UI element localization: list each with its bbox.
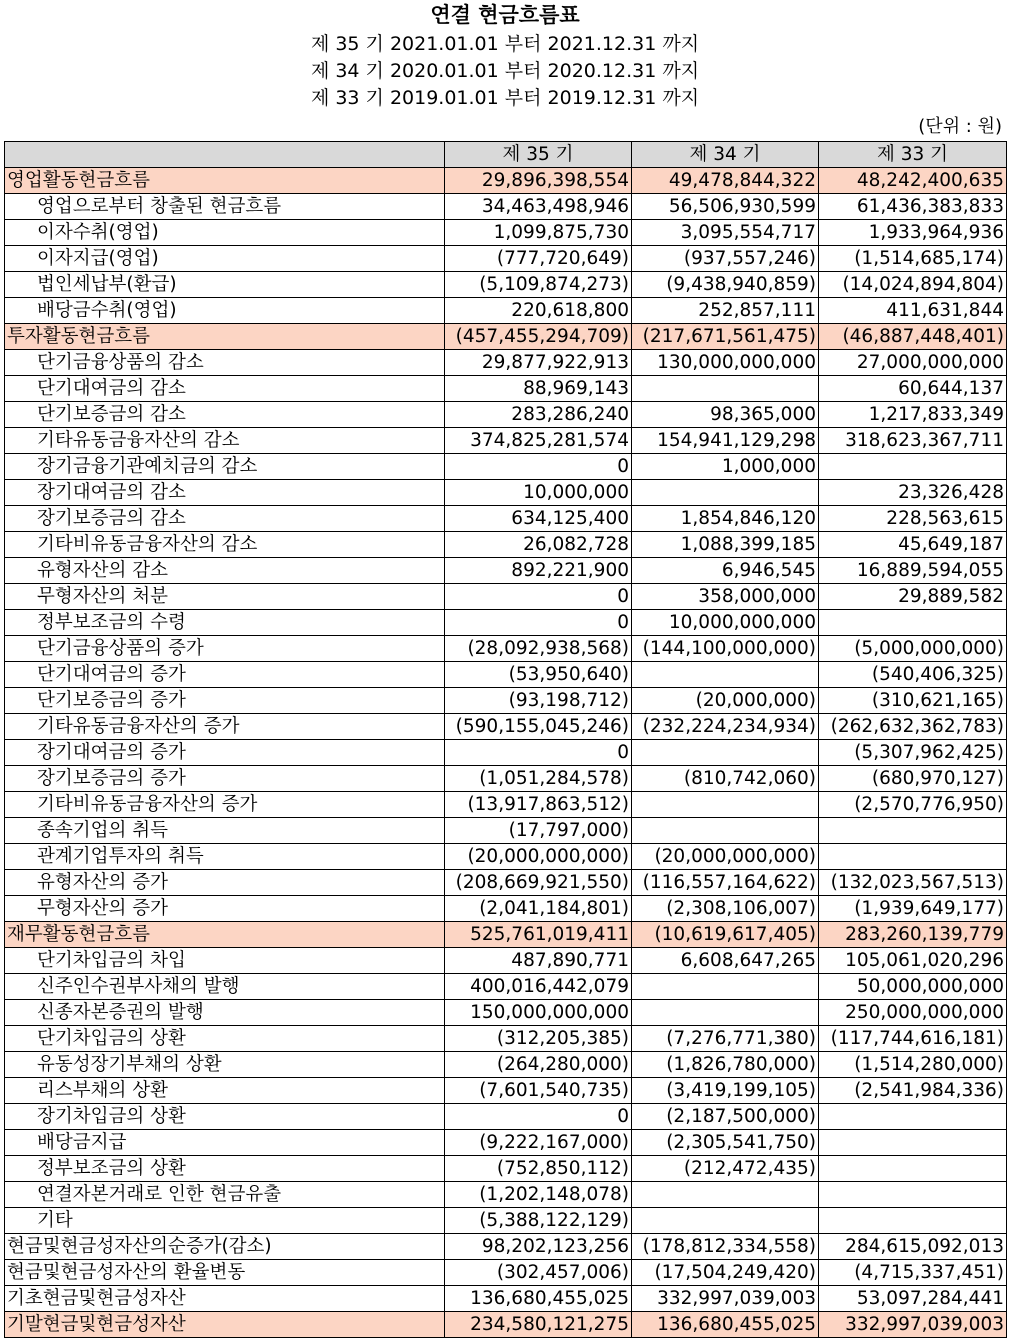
unit-label: (단위 : 원) [918, 116, 1002, 137]
value-period-33: 1,933,964,936 [819, 220, 1007, 246]
value-period-35: 0 [445, 610, 632, 636]
table-row [5, 1156, 1007, 1182]
value-period-33: (132,023,567,513) [819, 870, 1007, 896]
table-row [5, 454, 1007, 480]
row-label: 배당금수취(영업) [5, 298, 445, 324]
row-label: 기말현금및현금성자산 [5, 1312, 445, 1338]
row-label: 무형자산의 증가 [5, 896, 445, 922]
value-period-34: (1,826,780,000) [632, 1052, 819, 1078]
value-period-34: (2,187,500,000) [632, 1104, 819, 1130]
value-period-35: (20,000,000,000) [445, 844, 632, 870]
table-row [5, 1104, 1007, 1130]
table-row [5, 636, 1007, 662]
table-row [5, 272, 1007, 298]
value-period-35: (13,917,863,512) [445, 792, 632, 818]
row-label: 정부보조금의 상환 [5, 1156, 445, 1182]
value-period-35: (7,601,540,735) [445, 1078, 632, 1104]
value-period-33: (310,621,165) [819, 688, 1007, 714]
row-label: 영업활동현금흐름 [5, 168, 445, 194]
value-period-35: 400,016,442,079 [445, 974, 632, 1000]
row-label: 장기차입금의 상환 [5, 1104, 445, 1130]
value-period-35: 88,969,143 [445, 376, 632, 402]
value-period-34: (144,100,000,000) [632, 636, 819, 662]
value-period-33: 16,889,594,055 [819, 558, 1007, 584]
table-row [5, 688, 1007, 714]
value-period-34: 252,857,111 [632, 298, 819, 324]
section-row [5, 1312, 1007, 1338]
table-row [5, 584, 1007, 610]
value-period-33: 283,260,139,779 [819, 922, 1007, 948]
row-label: 유형자산의 감소 [5, 558, 445, 584]
value-period-35: (264,280,000) [445, 1052, 632, 1078]
row-label: 이자지급(영업) [5, 246, 445, 272]
value-period-34: 358,000,000 [632, 584, 819, 610]
value-period-34: 6,608,647,265 [632, 948, 819, 974]
value-period-35: 892,221,900 [445, 558, 632, 584]
value-period-33: 48,242,400,635 [819, 168, 1007, 194]
value-period-33: 318,623,367,711 [819, 428, 1007, 454]
value-period-34: (3,419,199,105) [632, 1078, 819, 1104]
value-period-35: 150,000,000,000 [445, 1000, 632, 1026]
value-period-34 [632, 662, 819, 688]
value-period-34: (17,504,249,420) [632, 1260, 819, 1286]
table-row [5, 662, 1007, 688]
value-period-35: 0 [445, 454, 632, 480]
table-row [5, 818, 1007, 844]
value-period-33: (1,514,280,000) [819, 1052, 1007, 1078]
value-period-35: (5,388,122,129) [445, 1208, 632, 1234]
section-row [5, 324, 1007, 350]
value-period-34 [632, 480, 819, 506]
value-period-33 [819, 844, 1007, 870]
value-period-33: (5,000,000,000) [819, 636, 1007, 662]
table-row [5, 220, 1007, 246]
value-period-34 [632, 792, 819, 818]
value-period-34: (232,224,234,934) [632, 714, 819, 740]
value-period-35: 29,877,922,913 [445, 350, 632, 376]
value-period-34 [632, 740, 819, 766]
table-row [5, 350, 1007, 376]
value-period-35: 634,125,400 [445, 506, 632, 532]
value-period-35: 487,890,771 [445, 948, 632, 974]
value-period-34: (217,671,561,475) [632, 324, 819, 350]
row-label: 장기대여금의 감소 [5, 480, 445, 506]
table-body [5, 168, 1007, 1338]
row-label: 이자수취(영업) [5, 220, 445, 246]
value-period-34: (937,557,246) [632, 246, 819, 272]
row-label: 현금및현금성자산의순증가(감소) [5, 1234, 445, 1260]
value-period-33: 53,097,284,441 [819, 1286, 1007, 1312]
value-period-35: (1,051,284,578) [445, 766, 632, 792]
table-row [5, 194, 1007, 220]
value-period-34: (2,305,541,750) [632, 1130, 819, 1156]
row-label: 장기금융기관예치금의 감소 [5, 454, 445, 480]
value-period-34: 1,088,399,185 [632, 532, 819, 558]
row-label: 단기보증금의 감소 [5, 402, 445, 428]
row-label: 단기보증금의 증가 [5, 688, 445, 714]
value-period-35: (53,950,640) [445, 662, 632, 688]
table-row [5, 1078, 1007, 1104]
row-label: 장기대여금의 증가 [5, 740, 445, 766]
value-period-34: (178,812,334,558) [632, 1234, 819, 1260]
row-label: 신종자본증권의 발행 [5, 1000, 445, 1026]
table-row [5, 480, 1007, 506]
value-period-33: (4,715,337,451) [819, 1260, 1007, 1286]
value-period-35: 220,618,800 [445, 298, 632, 324]
row-label: 연결자본거래로 인한 현금유출 [5, 1182, 445, 1208]
value-period-34: 56,506,930,599 [632, 194, 819, 220]
row-label: 기타비유동금융자산의 감소 [5, 532, 445, 558]
value-period-35: 283,286,240 [445, 402, 632, 428]
period-line-34: 제 34 기 2020.01.01 부터 2020.12.31 까지 [310, 60, 700, 82]
value-period-33: 60,644,137 [819, 376, 1007, 402]
value-period-34 [632, 1208, 819, 1234]
table-row [5, 558, 1007, 584]
row-label: 기초현금및현금성자산 [5, 1286, 445, 1312]
table-row [5, 610, 1007, 636]
row-label: 리스부채의 상환 [5, 1078, 445, 1104]
value-period-33: 50,000,000,000 [819, 974, 1007, 1000]
table-row [5, 428, 1007, 454]
value-period-35: 98,202,123,256 [445, 1234, 632, 1260]
period-line-33: 제 33 기 2019.01.01 부터 2019.12.31 까지 [310, 87, 700, 109]
value-period-34 [632, 376, 819, 402]
row-label: 종속기업의 취득 [5, 818, 445, 844]
value-period-33: 228,563,615 [819, 506, 1007, 532]
row-label: 단기차입금의 상환 [5, 1026, 445, 1052]
row-label: 단기대여금의 증가 [5, 662, 445, 688]
value-period-33: (5,307,962,425) [819, 740, 1007, 766]
row-label: 신주인수권부사채의 발행 [5, 974, 445, 1000]
value-period-34: (7,276,771,380) [632, 1026, 819, 1052]
value-period-33: (1,939,649,177) [819, 896, 1007, 922]
table-row [5, 1130, 1007, 1156]
value-period-33: 332,997,039,003 [819, 1312, 1007, 1338]
value-period-34: 1,000,000 [632, 454, 819, 480]
table-row [5, 1026, 1007, 1052]
table-row [5, 766, 1007, 792]
value-period-34: (9,438,940,859) [632, 272, 819, 298]
value-period-34: 130,000,000,000 [632, 350, 819, 376]
row-label: 기타유동금융자산의 감소 [5, 428, 445, 454]
row-label: 영업으로부터 창출된 현금흐름 [5, 194, 445, 220]
value-period-35: (93,198,712) [445, 688, 632, 714]
row-label: 기타 [5, 1208, 445, 1234]
value-period-33: 27,000,000,000 [819, 350, 1007, 376]
value-period-33 [819, 1130, 1007, 1156]
cash-flow-table [4, 141, 1007, 1338]
row-label: 유형자산의 증가 [5, 870, 445, 896]
row-label: 재무활동현금흐름 [5, 922, 445, 948]
period-line-35: 제 35 기 2021.01.01 부터 2021.12.31 까지 [310, 33, 700, 55]
table-row [5, 506, 1007, 532]
value-period-33: (46,887,448,401) [819, 324, 1007, 350]
value-period-34: (10,619,617,405) [632, 922, 819, 948]
value-period-33 [819, 818, 1007, 844]
value-period-35: 234,580,121,275 [445, 1312, 632, 1338]
value-period-34 [632, 1000, 819, 1026]
value-period-33: (540,406,325) [819, 662, 1007, 688]
value-period-33: (2,541,984,336) [819, 1078, 1007, 1104]
row-label: 기타유동금융자산의 증가 [5, 714, 445, 740]
row-label: 기타비유동금융자산의 증가 [5, 792, 445, 818]
value-period-34: (2,308,106,007) [632, 896, 819, 922]
value-period-35: 29,896,398,554 [445, 168, 632, 194]
value-period-33 [819, 610, 1007, 636]
value-period-33: 105,061,020,296 [819, 948, 1007, 974]
value-period-33: 23,326,428 [819, 480, 1007, 506]
value-period-34: (810,742,060) [632, 766, 819, 792]
value-period-33: (1,514,685,174) [819, 246, 1007, 272]
value-period-33: (680,970,127) [819, 766, 1007, 792]
value-period-34: (116,557,164,622) [632, 870, 819, 896]
value-period-35: (17,797,000) [445, 818, 632, 844]
value-period-34: (212,472,435) [632, 1156, 819, 1182]
value-period-34: 1,854,846,120 [632, 506, 819, 532]
table-row [5, 870, 1007, 896]
table-row [5, 376, 1007, 402]
value-period-34: 10,000,000,000 [632, 610, 819, 636]
table-row [5, 402, 1007, 428]
value-period-33 [819, 1156, 1007, 1182]
value-period-33: (117,744,616,181) [819, 1026, 1007, 1052]
value-period-33 [819, 1208, 1007, 1234]
value-period-34: (20,000,000,000) [632, 844, 819, 870]
value-period-33: 411,631,844 [819, 298, 1007, 324]
value-period-35: (1,202,148,078) [445, 1182, 632, 1208]
value-period-33 [819, 1182, 1007, 1208]
value-period-34 [632, 818, 819, 844]
value-period-33: 284,615,092,013 [819, 1234, 1007, 1260]
statement-title: 연결 현금흐름표 [430, 2, 580, 27]
value-period-35: (2,041,184,801) [445, 896, 632, 922]
value-period-35: 26,082,728 [445, 532, 632, 558]
table-row [5, 1208, 1007, 1234]
value-period-35: 34,463,498,946 [445, 194, 632, 220]
value-period-35: 0 [445, 584, 632, 610]
row-label: 단기금융상품의 감소 [5, 350, 445, 376]
value-period-34: 98,365,000 [632, 402, 819, 428]
header-period-34: 제 34 기 [632, 142, 819, 168]
row-label: 현금및현금성자산의 환율변동 [5, 1260, 445, 1286]
value-period-33: (262,632,362,783) [819, 714, 1007, 740]
value-period-33 [819, 1104, 1007, 1130]
row-label: 장기보증금의 증가 [5, 766, 445, 792]
value-period-35: (590,155,045,246) [445, 714, 632, 740]
table-row [5, 1000, 1007, 1026]
row-label: 단기대여금의 감소 [5, 376, 445, 402]
table-row [5, 246, 1007, 272]
value-period-34: 154,941,129,298 [632, 428, 819, 454]
value-period-34: 49,478,844,322 [632, 168, 819, 194]
value-period-35: 0 [445, 1104, 632, 1130]
value-period-35: (208,669,921,550) [445, 870, 632, 896]
value-period-35: (28,092,938,568) [445, 636, 632, 662]
value-period-35: (752,850,112) [445, 1156, 632, 1182]
value-period-33: 29,889,582 [819, 584, 1007, 610]
table-row [5, 844, 1007, 870]
row-label: 장기보증금의 감소 [5, 506, 445, 532]
value-period-33: 61,436,383,833 [819, 194, 1007, 220]
value-period-35: 525,761,019,411 [445, 922, 632, 948]
value-period-33 [819, 454, 1007, 480]
section-row [5, 922, 1007, 948]
value-period-34: 332,997,039,003 [632, 1286, 819, 1312]
table-row [5, 532, 1007, 558]
row-label: 단기금융상품의 증가 [5, 636, 445, 662]
value-period-33: (14,024,894,804) [819, 272, 1007, 298]
table-row [5, 974, 1007, 1000]
table-row [5, 740, 1007, 766]
value-period-35: 1,099,875,730 [445, 220, 632, 246]
table-row [5, 1052, 1007, 1078]
value-period-33: (2,570,776,950) [819, 792, 1007, 818]
value-period-34: (20,000,000) [632, 688, 819, 714]
value-period-34: 6,946,545 [632, 558, 819, 584]
row-label: 단기차입금의 차입 [5, 948, 445, 974]
table-row [5, 792, 1007, 818]
value-period-34: 136,680,455,025 [632, 1312, 819, 1338]
value-period-35: 0 [445, 740, 632, 766]
header-period-33: 제 33 기 [819, 142, 1007, 168]
table-row [5, 298, 1007, 324]
row-label: 무형자산의 처분 [5, 584, 445, 610]
table-header-row [5, 142, 1007, 168]
table-row [5, 714, 1007, 740]
value-period-33: 45,649,187 [819, 532, 1007, 558]
table-row [5, 948, 1007, 974]
value-period-35: 374,825,281,574 [445, 428, 632, 454]
value-period-35: (457,455,294,709) [445, 324, 632, 350]
row-label: 관계기업투자의 취득 [5, 844, 445, 870]
value-period-34 [632, 974, 819, 1000]
value-period-33: 1,217,833,349 [819, 402, 1007, 428]
table-row [5, 1260, 1007, 1286]
row-label: 법인세납부(환급) [5, 272, 445, 298]
table-row [5, 1234, 1007, 1260]
section-row [5, 168, 1007, 194]
table-row [5, 1286, 1007, 1312]
value-period-35: 10,000,000 [445, 480, 632, 506]
row-label: 정부보조금의 수령 [5, 610, 445, 636]
header-period-35: 제 35 기 [445, 142, 632, 168]
value-period-33: 250,000,000,000 [819, 1000, 1007, 1026]
table-row [5, 1182, 1007, 1208]
value-period-35: (777,720,649) [445, 246, 632, 272]
value-period-35: (302,457,006) [445, 1260, 632, 1286]
table-row [5, 896, 1007, 922]
value-period-34 [632, 1182, 819, 1208]
row-label: 투자활동현금흐름 [5, 324, 445, 350]
row-label: 유동성장기부채의 상환 [5, 1052, 445, 1078]
value-period-35: (5,109,874,273) [445, 272, 632, 298]
value-period-34: 3,095,554,717 [632, 220, 819, 246]
value-period-35: 136,680,455,025 [445, 1286, 632, 1312]
value-period-35: (9,222,167,000) [445, 1130, 632, 1156]
header-label-col [5, 142, 445, 168]
row-label: 배당금지급 [5, 1130, 445, 1156]
value-period-35: (312,205,385) [445, 1026, 632, 1052]
